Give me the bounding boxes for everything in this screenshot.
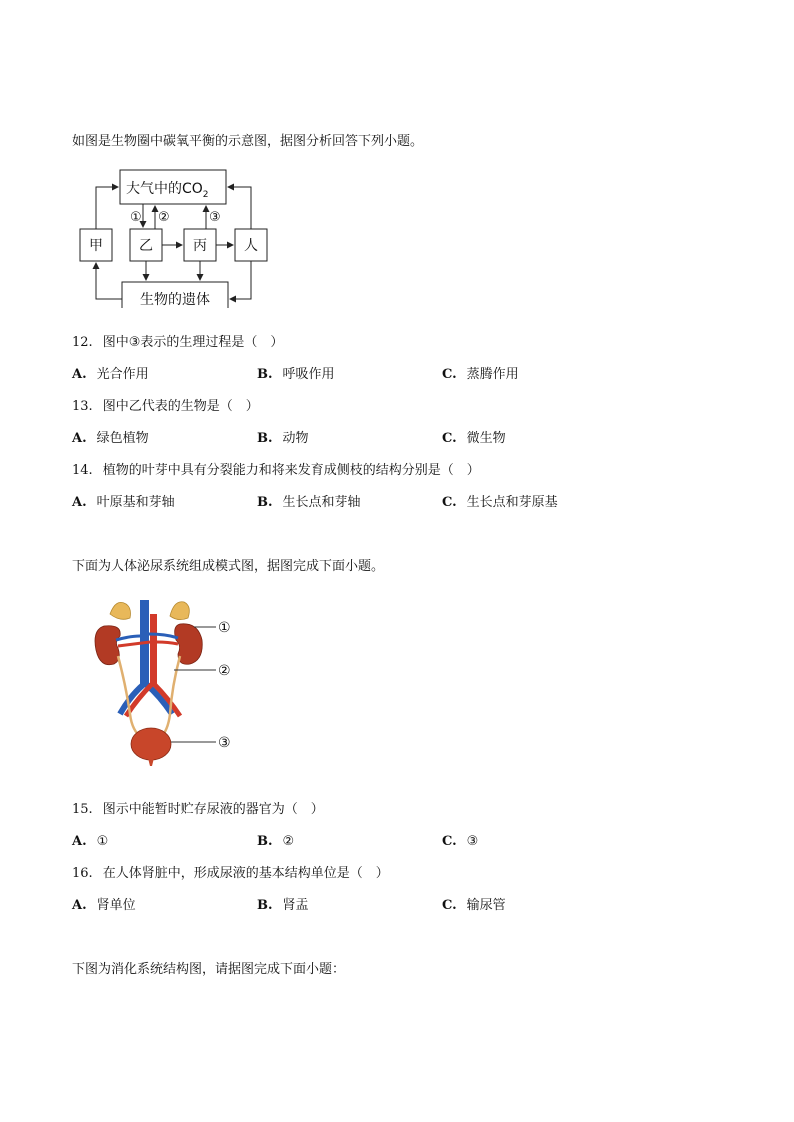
question-number: 15.	[72, 802, 93, 817]
remains-label: 生物的遗体	[140, 292, 210, 308]
q12-option-b[interactable]: B. 呼吸作用	[257, 367, 335, 382]
question-text: 图示中能暂时贮存尿液的器官为（ ）	[102, 802, 324, 817]
bladder	[131, 728, 171, 760]
q15-option-b[interactable]: B. ②	[257, 834, 295, 849]
q14-option-a[interactable]: A. 叶原基和芽轴	[72, 495, 175, 510]
question-number: 13.	[72, 399, 93, 414]
co2-label: 大气中的$CO_2$	[126, 181, 209, 200]
question-number: 16.	[72, 866, 93, 881]
ren-label: 人	[244, 238, 258, 254]
q13-option-a[interactable]: A. 绿色植物	[72, 431, 149, 446]
q16-option-b[interactable]: B. 肾盂	[257, 898, 309, 913]
q14-option-c[interactable]: C. 生长点和芽原基	[442, 495, 558, 510]
arrow-label-1: ①	[130, 210, 142, 225]
bing-label: 丙	[193, 238, 207, 254]
intro-carbon-oxygen: 如图是生物圈中碳氧平衡的示意图，据图分析回答下列小题。	[72, 134, 424, 149]
left-adrenal-gland	[110, 602, 131, 619]
q13-option-b[interactable]: B. 动物	[257, 431, 309, 446]
arrow-label-2: ②	[158, 210, 170, 225]
jia-label: 甲	[89, 238, 103, 254]
pointer-label-2: ②	[218, 663, 231, 679]
q15-option-c[interactable]: C. ③	[442, 834, 479, 849]
intro-digestive-system: 下图为消化系统结构图，请据图完成下面小题：	[72, 962, 346, 977]
right-adrenal-gland	[170, 602, 189, 620]
question-text: 图中③表示的生理过程是（ ）	[102, 335, 284, 350]
question-text: 图中乙代表的生物是（ ）	[102, 399, 259, 414]
q14-option-b[interactable]: B. 生长点和芽轴	[257, 495, 361, 510]
urinary-system-diagram	[90, 596, 260, 766]
q15-option-a[interactable]: A. ①	[72, 834, 109, 849]
question-15	[72, 801, 324, 819]
q16-option-c[interactable]: C. 输尿管	[442, 898, 506, 913]
pointer-label-1: ①	[218, 620, 231, 636]
q12-option-c[interactable]: C. 蒸腾作用	[442, 367, 519, 382]
carbon-oxygen-diagram	[72, 168, 292, 308]
pointer-label-3: ③	[218, 735, 231, 751]
left-kidney	[95, 626, 120, 665]
question-13	[72, 398, 259, 416]
q13-option-c[interactable]: C. 微生物	[442, 431, 506, 446]
question-12	[72, 334, 283, 352]
intro-urinary-system: 下面为人体泌尿系统组成模式图，据图完成下面小题。	[72, 559, 385, 574]
aorta	[150, 614, 157, 686]
question-number: 12.	[72, 335, 93, 350]
question-text: 在人体肾脏中，形成尿液的基本结构单位是（ ）	[102, 866, 389, 881]
question-number: 14.	[72, 463, 93, 478]
q12-option-a[interactable]: A. 光合作用	[72, 367, 149, 382]
question-16	[72, 865, 389, 883]
arrow-label-3: ③	[209, 210, 221, 225]
yi-label: 乙	[139, 238, 153, 254]
q16-option-a[interactable]: A. 肾单位	[72, 898, 136, 913]
question-text: 植物的叶芽中具有分裂能力和将来发育成侧枝的结构分别是（ ）	[102, 463, 480, 478]
question-14	[72, 462, 480, 480]
